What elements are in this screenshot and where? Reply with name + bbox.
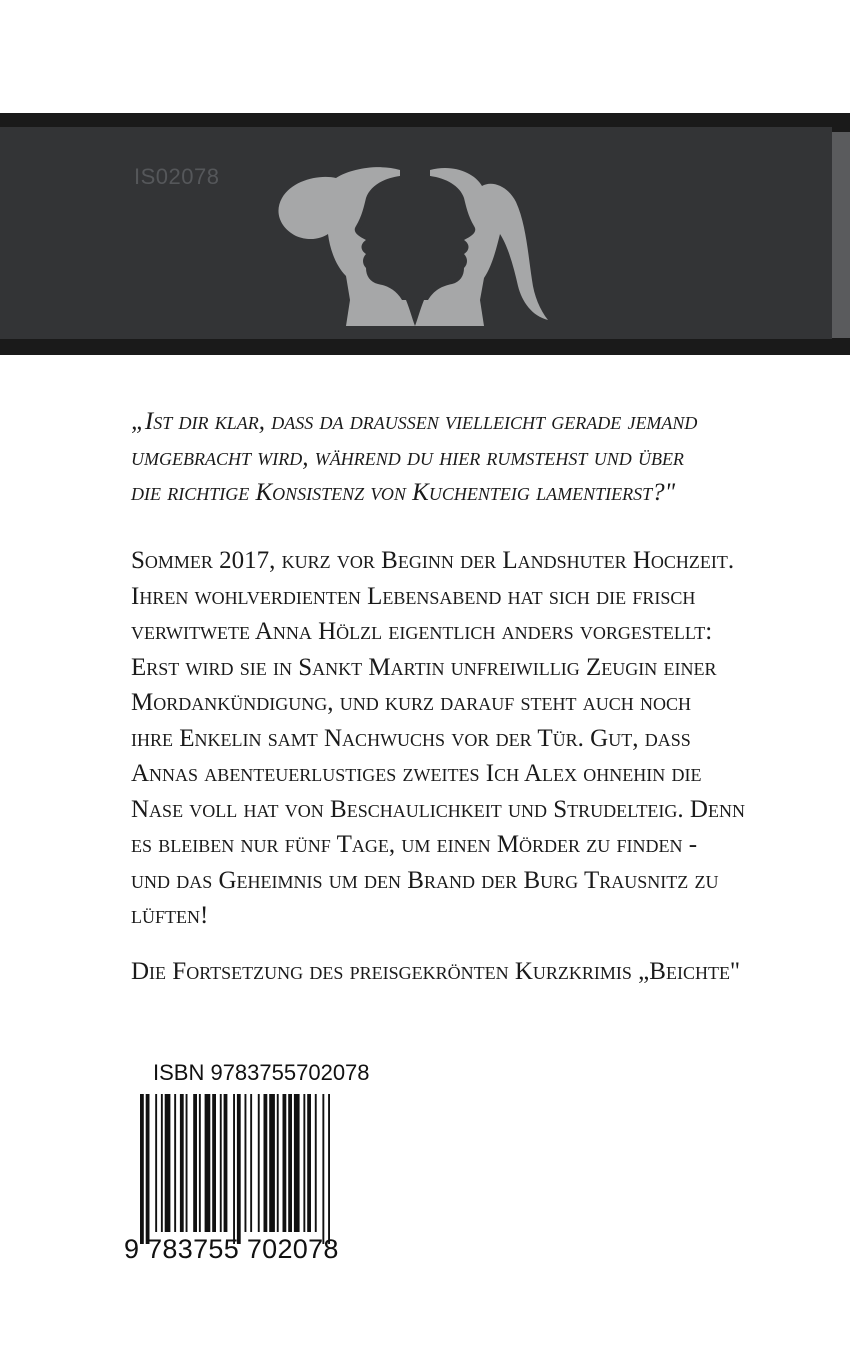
isbn-label: ISBN 9783755702078 <box>153 1060 370 1085</box>
barcode-bar <box>264 1094 268 1232</box>
blurb-line: ihre Enkelin samt Nachwuchs vor der Tür. Gut, dass <box>131 724 691 752</box>
sequel-line: Die Fortsetzung des preisgekrönten Kurzkrimis „Beichte" <box>131 958 741 985</box>
barcode-bar <box>161 1094 163 1232</box>
barcode-bar <box>140 1094 144 1244</box>
quote-line: umgebracht wird, während du hier rumstehst und über <box>131 443 684 471</box>
barcode-bar <box>174 1094 176 1232</box>
barcode-bar <box>165 1094 171 1232</box>
blurb-line: verwitwete Anna Hölzl eigentlich anders vorgestellt: <box>131 618 713 645</box>
barcode-bar <box>303 1094 305 1232</box>
barcode-bar <box>212 1094 216 1232</box>
barcode-bar <box>307 1094 311 1232</box>
barcode-bar <box>269 1094 275 1232</box>
blurb-line: Nase voll hat von Beschaulichkeit und Strudelteig. Denn <box>131 795 745 823</box>
blurb-line: lüften! <box>131 902 209 929</box>
header-band-edge <box>832 132 850 338</box>
barcode-icon <box>140 1094 366 1244</box>
barcode-bar <box>277 1094 279 1232</box>
blurb-line: Ihren wohlverdienten Lebensabend hat sich die frisch <box>131 582 696 610</box>
barcode-bar <box>283 1094 287 1232</box>
barcode-bar <box>193 1094 197 1232</box>
barcode-bar <box>155 1094 157 1232</box>
barcode-bar <box>205 1094 211 1232</box>
blurb-line: es bleiben nur fünf Tage, um einen Mörder zu finden - <box>131 831 698 858</box>
blurb-line: Mordankündigung, und kurz darauf steht auch noch <box>131 689 691 716</box>
blurb-line: Sommer 2017, kurz vor Beginn der Landshuter Hochzeit. <box>131 547 735 574</box>
barcode-bar <box>146 1094 150 1244</box>
barcode-bar <box>245 1094 247 1232</box>
barcode-bar <box>288 1094 292 1232</box>
barcode-bar <box>315 1094 317 1232</box>
barcode-bar <box>199 1094 201 1232</box>
blurb-line: und das Geheimnis um den Brand der Burg Trausnitz zu <box>131 866 719 894</box>
sequel-note <box>131 954 821 990</box>
barcode-bar <box>294 1094 300 1232</box>
barcode-bar <box>328 1094 330 1244</box>
barcode-bar <box>220 1094 222 1232</box>
barcode-bar <box>233 1094 235 1244</box>
back-cover-quote <box>131 404 821 511</box>
isbn-barcode <box>124 1058 374 1278</box>
barcode-bar <box>237 1094 241 1244</box>
blurb-line: Erst wird sie in Sankt Martin unfreiwillig Zeugin einer <box>131 653 717 681</box>
barcode-bar <box>322 1094 324 1244</box>
two-faces-silhouette-icon <box>270 150 560 330</box>
watermark-text: IS02078 <box>134 164 220 189</box>
barcode-bar <box>250 1094 252 1232</box>
barcode-bar <box>258 1094 260 1232</box>
barcode-digits: 9 783755 702078 <box>124 1234 339 1264</box>
book-blurb <box>131 543 821 934</box>
quote-line: die richtige Konsistenz von Kuchenteig lamentierst?" <box>131 479 676 506</box>
barcode-bar <box>224 1094 228 1232</box>
quote-line: „Ist dir klar, dass da draussen vielleicht gerade jemand <box>131 408 698 435</box>
barcode-bar <box>180 1094 184 1232</box>
blurb-line: Annas abenteuerlustiges zweites Ich Alex ohnehin die <box>131 760 702 787</box>
barcode-bar <box>186 1094 188 1232</box>
